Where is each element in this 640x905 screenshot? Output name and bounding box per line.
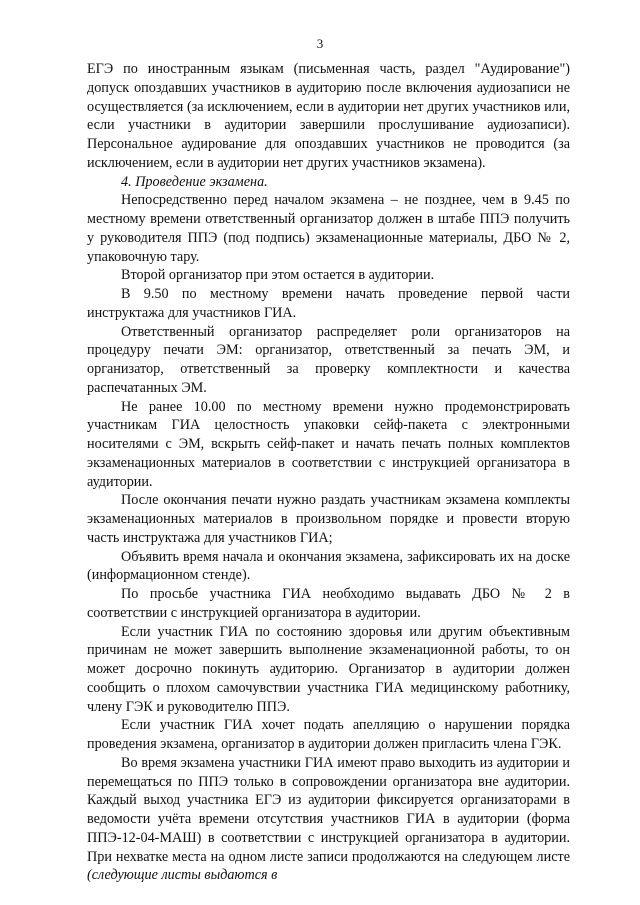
paragraph-first-briefing: В 9.50 по местному времени начать проведение первой части инструктажа для участников ГИА. — [87, 286, 570, 321]
paragraph-extra-answer-form: По просьбе участника ГИА необходимо выдавать ДБО № 2 в соответствии с инструкцией организатора в аудитории. — [87, 586, 570, 621]
paragraph-leaving-room-text: Во время экзамена участники ГИА имеют право выходить из аудитории и перемещаться по ППЭ только в сопровождении организатора вне аудитории. Каждый выход участника ЕГЭ из аудитории фиксируется организаторами в ведомости учёта времени отсутствия участников ГИА в аудитории (форма ППЭ-12-04-МАШ) в соответствии с инструкцией организатора в аудитории. При нехватке места на одном листе записи продолжаются на следующем листе — [87, 754, 570, 865]
paragraph-materials-receipt: Непосредственно перед началом экзамена – не позднее, чем в 9.45 по местному времени ответственный организатор должен в штабе ППЭ получить у руководителя ППЭ (под подпись) экзаменационные материалы, ДБО № 2, упаковочную тару. — [87, 192, 570, 265]
paragraph-early-leave-health: Если участник ГИА по состоянию здоровья или другим объективным причинам не может завершить выполнение экзаменационной работы, то он может досрочно покинуть аудиторию. Организатор в аудитории должен сообщить о плохом самочувствии участника ГИА медицинскому работнику, члену ГЭК и руководителю ППЭ. — [87, 623, 570, 715]
paragraph-print-roles: Ответственный организатор распределяет роли организаторов на процедуру печати ЭМ: организатор, ответственный за печать ЭМ, и организатор, ответственный за проверку комплектности и качества распечатанных ЭМ. — [87, 323, 570, 396]
paragraph-distribute-materials: После окончания печати нужно раздать участникам экзамена комплекты экзаменационных материалов в произвольном порядке и провести вторую часть инструктажа для участников ГИА; — [87, 492, 570, 546]
paragraph-listening-admission: ЕГЭ по иностранным языкам (письменная часть, раздел "Аудирование") допуск опоздавших участников в аудиторию после включения аудиозаписи не осуществляется (за исключением, если в аудитории нет других участников или, если участники в аудитории завершили прослушивание аудиозаписи). Персональное аудирование для опоздавших участников не проводится (за исключением, если в аудитории нет других участников экзамена). — [87, 61, 570, 171]
paragraph-safe-package: Не ранее 10.00 по местному времени нужно продемонстрировать участникам ГИА целостность упаковки сейф-пакета с электронными носителями с ЭМ, вскрыть сейф-пакет и начать печать полных комплектов экзаменационных материалов в соответствии с инструкцией организатора в аудитории. — [87, 398, 570, 490]
document-body — [87, 60, 570, 885]
paragraph-second-organizer: Второй организатор при этом остается в аудитории. — [121, 267, 435, 284]
paragraph-appeal: Если участник ГИА хочет подать апелляцию о нарушении порядка проведения экзамена, организатор в аудитории должен пригласить члена ГЭК. — [87, 717, 570, 752]
paragraph-announce-time: Объявить время начала и окончания экзамена, зафиксировать их на доске (информационном стенде). — [87, 548, 570, 584]
paragraph-leaving-room-italic: (следующие листы выдаются в — [87, 867, 278, 884]
paragraph-leaving-room — [87, 754, 570, 885]
section-heading-exam-conduct: 4. Проведение экзамена. — [121, 173, 268, 190]
page-number: 3 — [316, 36, 324, 51]
